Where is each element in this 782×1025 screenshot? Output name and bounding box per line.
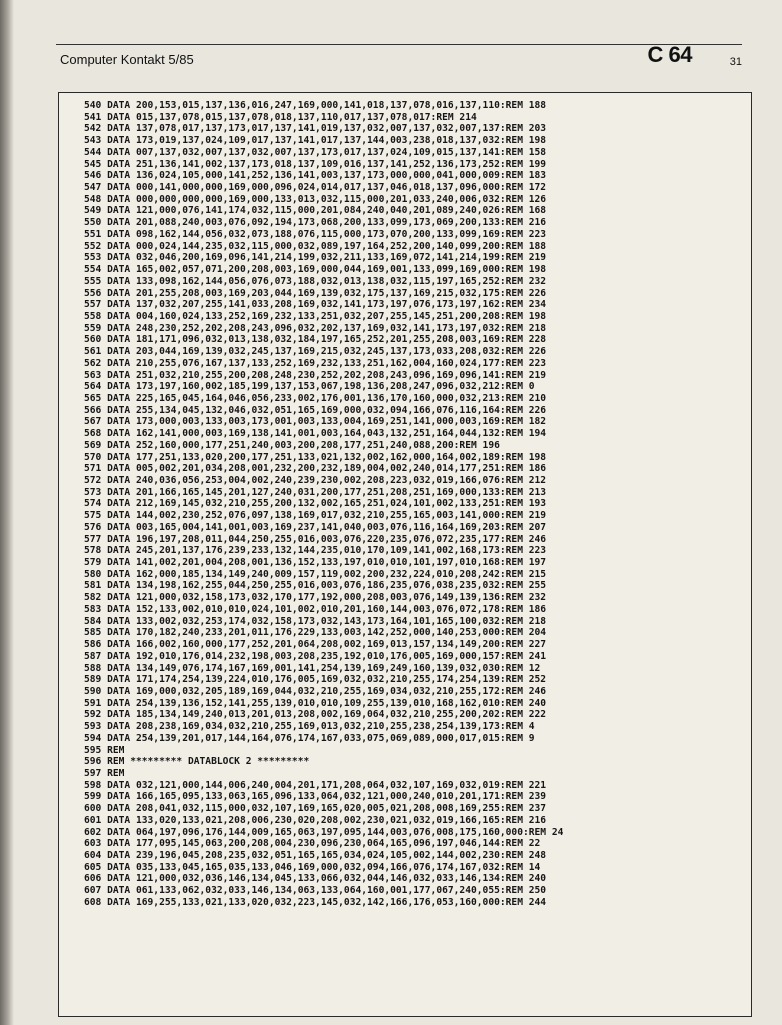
listing-line: 572 DATA 240,036,056,253,004,002,240,239,230,002,208,223,032,019,166,076:REM 212 [84, 475, 547, 486]
listing-line: 542 DATA 137,078,017,137,173,017,137,141,019,137,032,007,137,032,007,137:REM 203 [84, 123, 547, 135]
listing-line: 586 DATA 166,002,160,000,177,252,201,064,208,002,169,013,157,134,149,200:REM 227 [84, 639, 547, 651]
page-header [56, 38, 742, 72]
listing-line: 549 DATA 121,000,076,141,174,032,115,000,201,084,240,040,201,089,240,026:REM 168 [84, 205, 547, 217]
listing-line: 566 DATA 255,134,045,132,046,032,051,165,169,000,032,094,166,076,116,164:REM 226 [84, 404, 547, 416]
listing-line: 583 DATA 152,133,002,010,010,024,101,002,010,201,160,144,003,076,072,178:REM 186 [84, 603, 547, 615]
listing-line: 604 DATA 239,196,045,208,235,032,051,165,165,034,024,105,002,144,002,230:REM 248 [84, 850, 547, 861]
listing-line: 579 DATA 141,002,201,004,208,001,136,152,133,197,010,010,101,197,010,168:REM 197 [84, 557, 547, 569]
listing-line: 543 DATA 173,019,137,024,109,017,137,141,017,137,144,003,238,018,137,032:REM 198 [84, 135, 547, 147]
listing-line: 602 DATA 064,197,096,176,144,009,165,063,197,095,144,003,076,008,175,160,000:REM 24 [84, 826, 564, 838]
listing-line: 594 DATA 254,139,201,017,144,164,076,174,167,033,075,069,089,000,017,015:REM 9 [84, 732, 535, 744]
program-listing-box [58, 92, 752, 1017]
listing-line: 588 DATA 134,149,076,174,167,169,001,141,254,139,169,249,160,139,032,030:REM 12 [84, 662, 541, 674]
listing-line: 555 DATA 133,098,162,144,056,076,073,188,032,013,138,032,115,197,165,252:REM 232 [84, 275, 547, 287]
header-rule [56, 44, 742, 45]
listing-line: 558 DATA 004,160,024,133,252,169,232,133,251,032,207,255,145,251,200,208:REM 198 [84, 310, 547, 322]
listing-line: 564 DATA 173,197,160,002,185,199,137,153,067,198,136,208,247,096,032,212:REM 0 [84, 381, 535, 393]
listing-line: 560 DATA 181,171,096,032,013,138,032,184,197,165,252,201,255,208,003,169:REM 228 [84, 334, 547, 346]
program-listing [84, 100, 563, 909]
listing-line: 540 DATA 200,153,015,137,136,016,247,169,000,141,018,137,078,016,137,110:REM 188 [84, 100, 547, 111]
listing-line: 544 DATA 007,137,032,007,137,032,007,137,173,017,137,024,109,015,137,141:REM 158 [84, 146, 547, 158]
listing-line: 553 DATA 032,046,200,169,096,141,214,199,032,211,133,169,072,141,214,199:REM 219 [84, 252, 547, 264]
listing-line: 587 DATA 192,010,176,014,232,198,003,208,235,192,010,176,005,169,000,157:REM 241 [84, 650, 547, 662]
listing-line: 591 DATA 254,139,136,152,141,255,139,010,010,109,255,139,010,168,162,010:REM 240 [84, 697, 547, 709]
listing-line: 569 DATA 252,160,000,177,251,240,003,200,208,177,251,240,088,200:REM 196 [84, 439, 500, 451]
listing-line: 584 DATA 133,002,032,253,174,032,158,173,032,143,173,164,101,165,100,032:REM 218 [84, 615, 547, 627]
listing-line: 596 REM ********* DATABLOCK 2 ********* [84, 756, 310, 768]
page-binding-shadow [0, 0, 14, 1025]
listing-line: 576 DATA 003,165,004,141,001,003,169,237,141,040,003,076,116,164,169,203:REM 207 [84, 521, 547, 533]
page-number: 31 [729, 56, 742, 68]
listing-line: 608 DATA 169,255,133,021,133,020,032,223,145,032,142,166,176,053,160,000:REM 244 [84, 896, 547, 908]
listing-line: 546 DATA 136,024,105,000,141,252,136,141,003,137,173,000,000,041,000,009:REM 183 [84, 170, 547, 182]
listing-line: 581 DATA 134,198,162,255,044,250,255,016,003,076,186,235,076,038,235,032:REM 255 [84, 580, 547, 592]
listing-line: 574 DATA 212,169,145,032,210,255,200,132,002,165,251,024,101,002,133,251:REM 193 [84, 498, 547, 510]
listing-line: 541 DATA 015,137,078,015,137,078,018,137,110,017,137,078,017:REM 214 [84, 111, 477, 123]
listing-line: 575 DATA 144,002,230,252,076,097,138,169,017,032,210,255,165,003,141,000:REM 219 [84, 510, 547, 522]
listing-line: 559 DATA 248,230,252,202,208,243,096,032,202,137,169,032,141,173,197,032:REM 218 [84, 322, 547, 334]
listing-line: 554 DATA 165,002,057,071,200,208,003,169,000,044,169,001,133,099,169,000:REM 198 [84, 264, 547, 276]
listing-line: 567 DATA 173,000,003,133,003,173,001,003,133,004,169,251,141,000,003,169:REM 182 [84, 416, 547, 428]
listing-line: 606 DATA 121,000,032,036,146,134,045,133,066,032,044,146,032,033,146,134:REM 240 [84, 873, 547, 885]
listing-line: 595 REM [84, 744, 125, 756]
listing-line: 592 DATA 185,134,149,240,013,201,013,208,002,169,064,032,210,255,200,202:REM 222 [84, 709, 547, 721]
listing-line: 590 DATA 169,000,032,205,189,169,044,032,210,255,169,034,032,210,255,172:REM 246 [84, 685, 547, 697]
listing-line: 607 DATA 061,133,062,032,033,146,134,063,133,064,160,001,177,067,240,055:REM 250 [84, 885, 547, 897]
listing-line: 582 DATA 121,000,032,158,173,032,170,177,192,000,208,003,076,149,139,136:REM 232 [84, 592, 547, 604]
listing-line: 563 DATA 251,032,210,255,200,208,248,230,252,202,208,243,096,169,096,141:REM 219 [84, 369, 547, 381]
listing-line: 568 DATA 162,141,000,003,169,138,141,001,003,164,043,132,251,164,044,132:REM 194 [84, 428, 547, 440]
listing-line: 565 DATA 225,165,045,164,046,056,233,002,176,001,136,170,160,000,032,213:REM 210 [84, 392, 547, 404]
listing-line: 552 DATA 000,024,144,235,032,115,000,032,089,197,164,252,200,140,099,200:REM 188 [84, 240, 547, 252]
listing-line: 580 DATA 162,000,185,134,149,240,009,157,119,002,200,232,224,010,208,242:REM 215 [84, 568, 547, 580]
listing-line: 547 DATA 000,141,000,000,169,000,096,024,014,017,137,046,018,137,096,000:REM 172 [84, 182, 547, 194]
listing-line: 600 DATA 208,041,032,115,000,032,107,169,165,020,005,021,208,008,169,255:REM 237 [84, 803, 547, 815]
listing-line: 570 DATA 177,251,133,020,200,177,251,133,021,132,002,162,000,164,002,189:REM 198 [84, 451, 547, 463]
magazine-issue: Computer Kontakt 5/85 [60, 52, 194, 67]
listing-line: 577 DATA 196,197,208,011,044,250,255,016,003,076,220,235,076,072,235,177:REM 246 [84, 533, 547, 545]
listing-line: 548 DATA 000,000,000,000,169,000,133,013,032,115,000,201,033,240,006,032:REM 126 [84, 193, 547, 205]
listing-line: 545 DATA 251,136,141,002,137,173,018,137,109,016,137,141,252,136,173,252:REM 199 [84, 158, 547, 170]
listing-line: 601 DATA 133,020,133,021,208,006,230,020,208,002,230,021,032,019,166,165:REM 216 [84, 814, 547, 826]
listing-line: 557 DATA 137,032,207,255,141,033,208,169,032,141,173,197,076,173,197,162:REM 234 [84, 299, 547, 311]
listing-line: 605 DATA 035,133,045,165,035,133,046,169,000,032,094,166,076,174,167,032:REM 14 [84, 861, 541, 873]
listing-line: 599 DATA 166,165,095,133,063,165,096,133,064,032,121,000,240,010,201,171:REM 239 [84, 791, 547, 803]
section-title: C 64 [647, 42, 692, 67]
listing-line: 603 DATA 177,095,145,063,200,208,004,230,096,230,064,165,096,197,046,144:REM 22 [84, 838, 541, 850]
listing-line: 551 DATA 098,162,144,056,032,073,188,076,115,000,173,070,200,133,099,169:REM 223 [84, 228, 547, 240]
listing-line: 585 DATA 170,182,240,233,201,011,176,229,133,003,142,252,000,140,253,000:REM 204 [84, 627, 547, 639]
listing-line: 573 DATA 201,166,165,145,201,127,240,031,200,177,251,208,251,169,000,133:REM 213 [84, 486, 547, 498]
listing-line: 562 DATA 210,255,076,167,137,133,252,169,232,133,251,162,004,160,024,177:REM 223 [84, 357, 547, 369]
listing-line: 556 DATA 201,255,208,003,169,203,044,169,139,032,175,137,169,215,032,175:REM 226 [84, 287, 547, 299]
listing-line: 550 DATA 201,088,240,003,076,092,194,173,068,200,133,099,173,069,200,133:REM 216 [84, 217, 547, 229]
listing-line: 593 DATA 208,238,169,034,032,210,255,169,013,032,210,255,238,254,139,173:REM 4 [84, 721, 535, 733]
listing-line: 571 DATA 005,002,201,034,208,001,232,200,232,189,004,002,240,014,177,251:REM 186 [84, 463, 547, 475]
listing-line: 589 DATA 171,174,254,139,224,010,176,005,169,032,032,210,255,174,254,139:REM 252 [84, 674, 547, 686]
listing-line: 561 DATA 203,044,169,139,032,245,137,169,215,032,245,137,173,033,208,032:REM 226 [84, 346, 547, 358]
listing-line: 597 REM [84, 767, 125, 779]
listing-line: 598 DATA 032,121,000,144,006,240,004,201,171,208,064,032,107,169,032,019:REM 221 [84, 779, 547, 791]
listing-line: 578 DATA 245,201,137,176,239,233,132,144,235,010,170,109,141,002,168,173:REM 223 [84, 545, 547, 557]
